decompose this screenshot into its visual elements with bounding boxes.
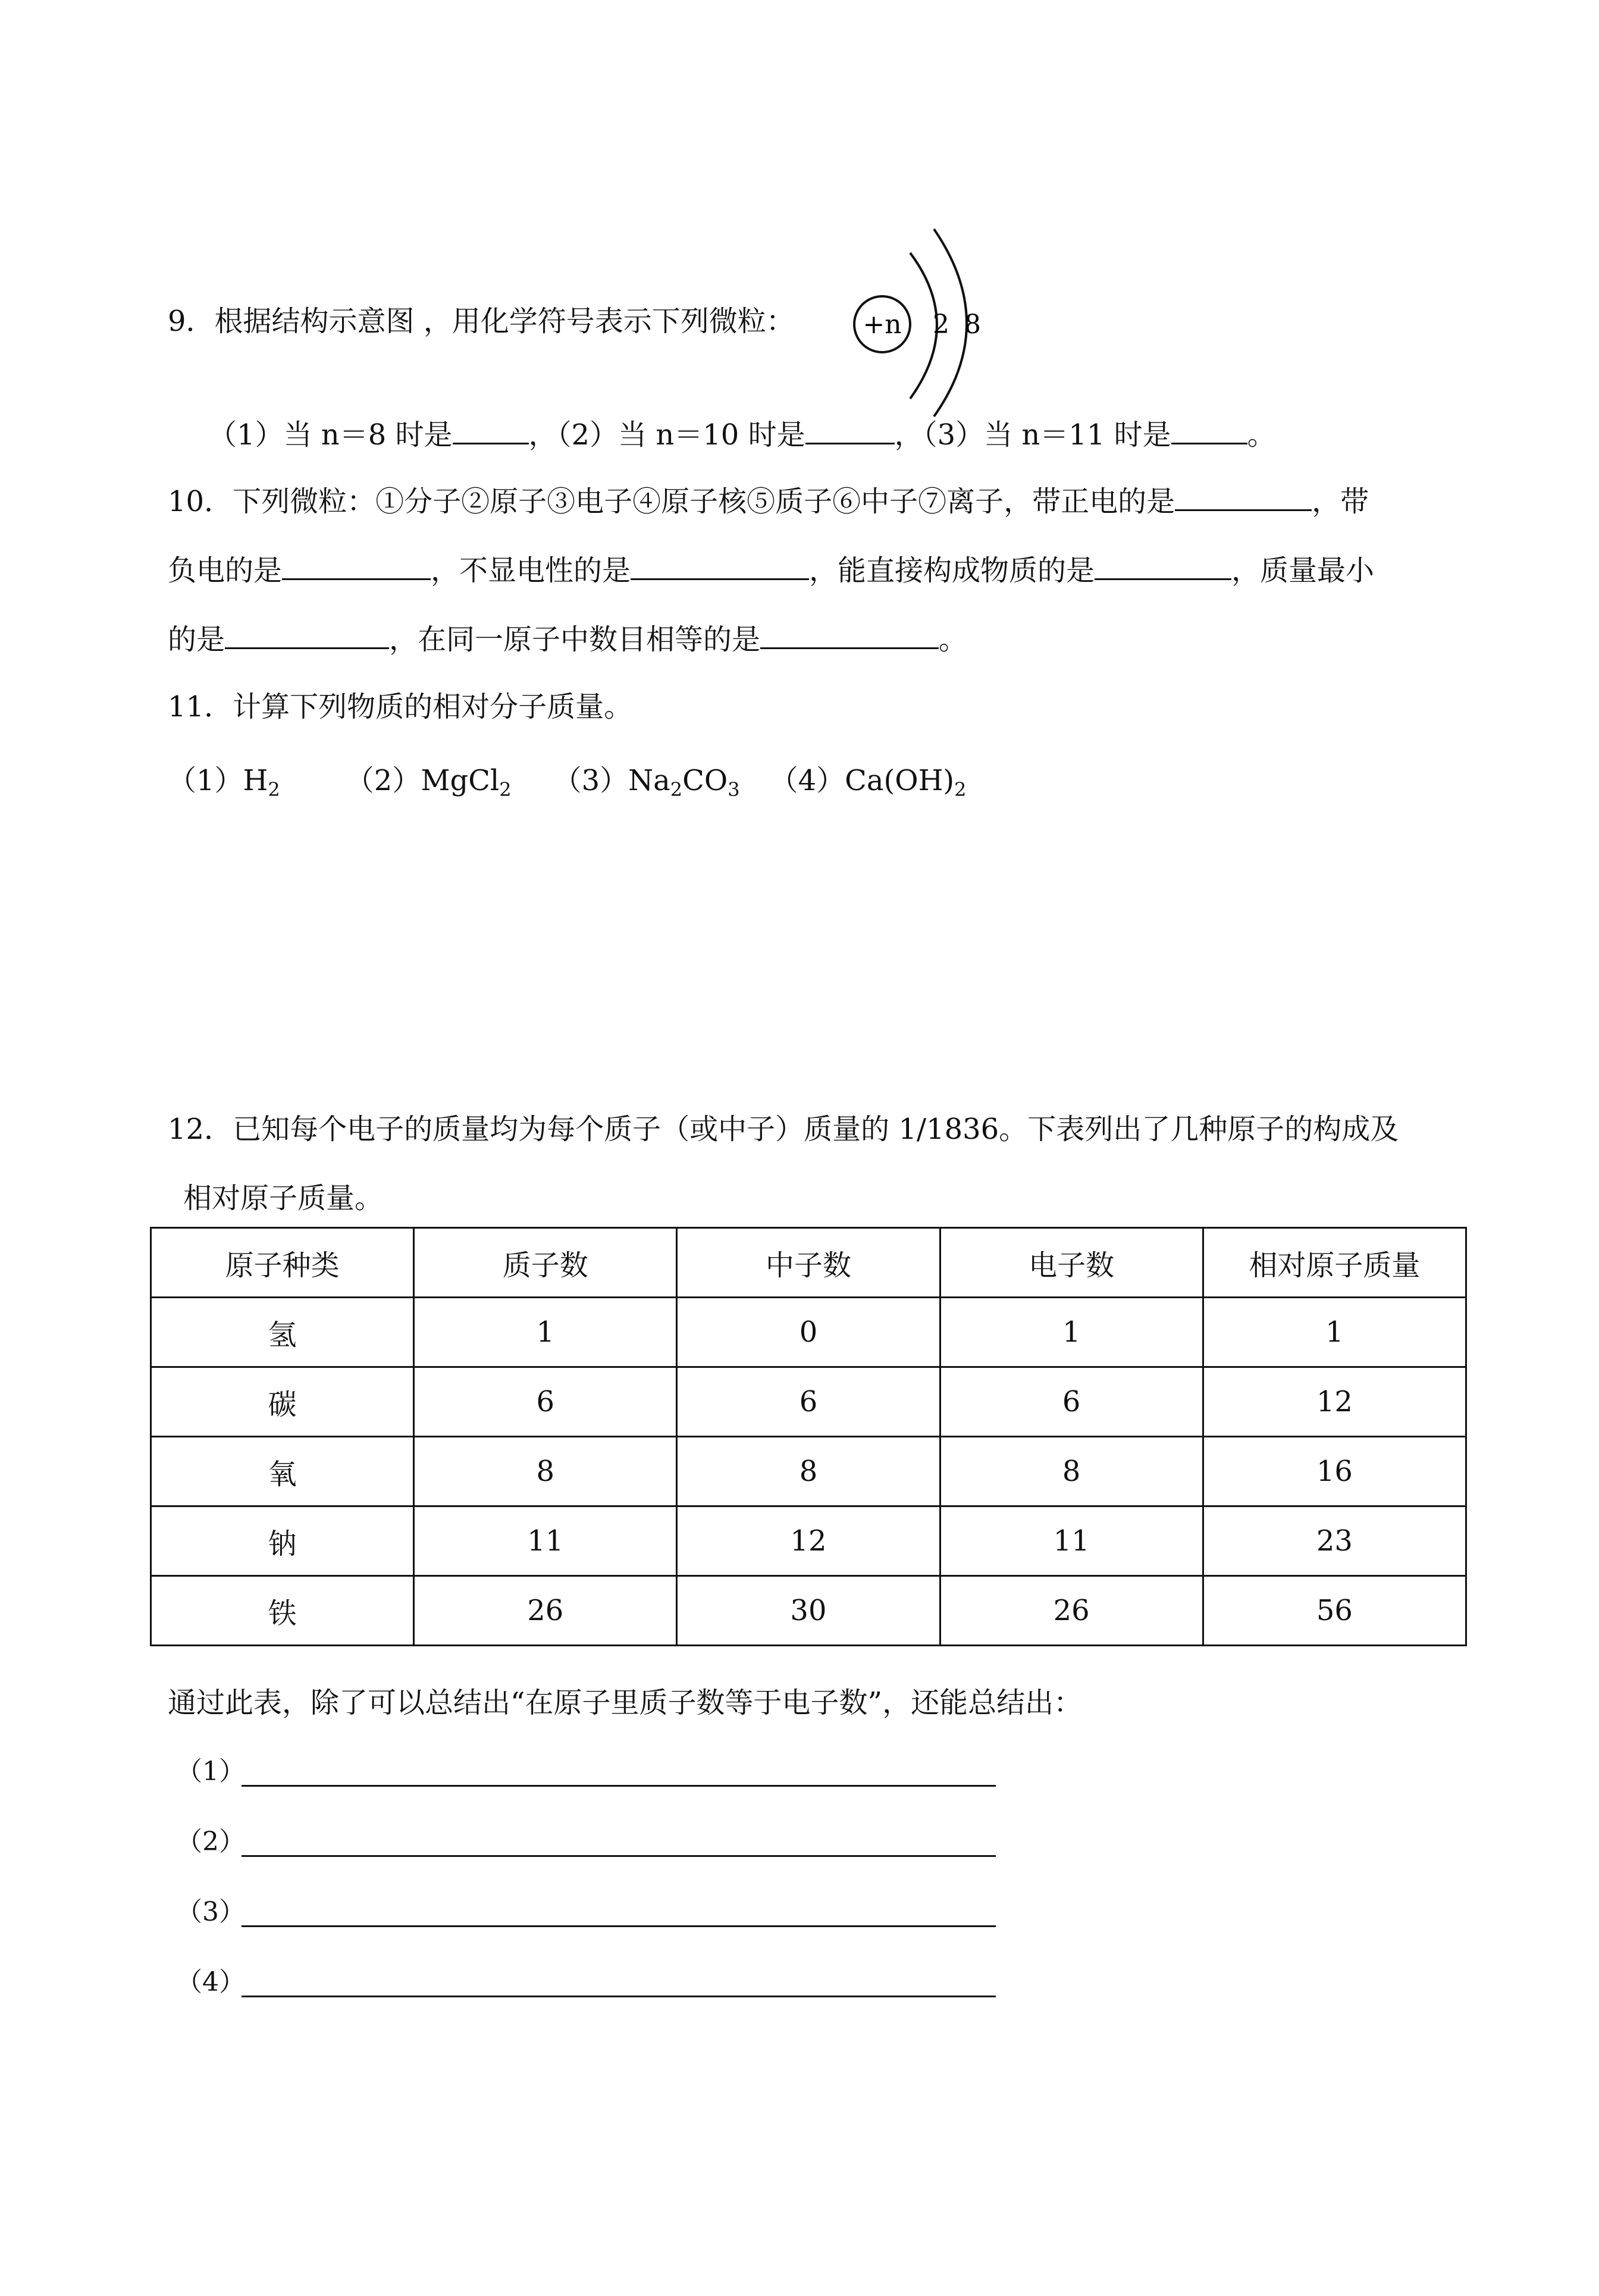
cell-atom: 氢 — [151, 1298, 414, 1367]
cell-protons: 11 — [414, 1506, 677, 1576]
table-row — [151, 1576, 1466, 1646]
cell-atom: 钠 — [151, 1506, 414, 1576]
answer-line-4[interactable] — [242, 1996, 996, 1997]
shell1-electrons: 2 — [933, 309, 949, 340]
q10-line3-end: 。 — [939, 623, 968, 656]
header-relative-mass: 相对原子质量 — [1203, 1228, 1466, 1298]
q12-line2-text: 相对原子质量。 — [183, 1182, 384, 1215]
cell-electrons: 11 — [940, 1506, 1203, 1576]
header-electrons: 电子数 — [940, 1228, 1203, 1298]
cell-electrons: 1 — [940, 1298, 1203, 1367]
cell-mass: 12 — [1203, 1367, 1466, 1437]
cell-neutrons: 8 — [677, 1437, 940, 1506]
table-row — [151, 1437, 1466, 1506]
q9-blank-3[interactable] — [1171, 415, 1247, 444]
table-header-row — [151, 1228, 1466, 1298]
q11-items — [168, 763, 967, 801]
answer-line-2[interactable] — [242, 1855, 996, 1857]
answer-label-1: （1） — [176, 1756, 245, 1787]
answer-label-4: （4） — [176, 1967, 245, 1997]
q9-part2-label: ，（2）当 n＝10 时是 — [528, 418, 805, 452]
q10-line2-c: ，能直接构成物质的是 — [809, 554, 1095, 587]
q11-title — [168, 689, 632, 725]
q10-line3-a: 的是 — [168, 623, 225, 656]
q9-blank-2[interactable] — [805, 415, 895, 444]
cell-neutrons: 30 — [677, 1576, 940, 1646]
cell-electrons: 6 — [940, 1367, 1203, 1437]
q12-summary-text: 通过此表，除了可以总结出“在原子里质子数等于电子数”，还能总结出： — [168, 1686, 1083, 1719]
q12-summary — [168, 1685, 1082, 1721]
table-row — [151, 1367, 1466, 1437]
q10-line1-tail: ，带 — [1312, 485, 1369, 518]
cell-protons: 1 — [414, 1298, 677, 1367]
q9-blank-1[interactable] — [453, 415, 529, 444]
cell-protons: 26 — [414, 1576, 677, 1646]
q10-line3-b: ，在同一原子中数目相等的是 — [389, 623, 761, 656]
cell-mass: 56 — [1203, 1576, 1466, 1646]
answer-line-1[interactable] — [242, 1785, 996, 1787]
cell-mass: 23 — [1203, 1506, 1466, 1576]
q9-prompt — [168, 303, 795, 339]
q11-item-1: $(1)H_2$ — [168, 764, 280, 801]
cell-mass: 1 — [1203, 1298, 1466, 1367]
q9-end: 。 — [1247, 418, 1276, 452]
q10-blank-lightest[interactable] — [225, 620, 389, 649]
q10-line1-text: 10．下列微粒：①分子②原子③电子④原子核⑤质子⑥中子⑦离子，带正电的是 — [168, 485, 1175, 518]
q10-line-3 — [168, 620, 967, 657]
table-row — [151, 1298, 1466, 1367]
q10-blank-constitute[interactable] — [1095, 551, 1231, 580]
q11-title-text: 11．计算下列物质的相对分子质量。 — [168, 690, 633, 723]
cell-atom: 氧 — [151, 1437, 414, 1506]
q9-part3-label: ，（3）当 n＝11 时是 — [894, 418, 1171, 452]
q10-blank-equal[interactable] — [760, 620, 939, 649]
cell-protons: 6 — [414, 1367, 677, 1437]
table-row — [151, 1506, 1466, 1576]
cell-atom: 碳 — [151, 1367, 414, 1437]
q10-line-2 — [168, 551, 1374, 588]
cell-protons: 8 — [414, 1437, 677, 1506]
cell-neutrons: 6 — [677, 1367, 940, 1437]
answer-label-2: （2） — [176, 1827, 245, 1857]
shell2-electrons: 8 — [964, 309, 981, 340]
cell-neutrons: 0 — [677, 1298, 940, 1367]
nucleus-label: +n — [863, 309, 902, 340]
q10-line2-d: ，质量最小 — [1231, 554, 1375, 587]
q9-parts — [208, 415, 1276, 453]
q11-item-4: $(4)Ca(OH)_2$ — [769, 764, 967, 801]
q10-line2-b: ，不显电性的是 — [431, 554, 631, 587]
cell-electrons: 8 — [940, 1437, 1203, 1506]
q11-item-3: $(3)Na_2CO_3$ — [553, 764, 740, 801]
header-protons: 质子数 — [414, 1228, 677, 1298]
q12-line-2 — [183, 1180, 383, 1216]
answer-line-3[interactable] — [242, 1925, 996, 1927]
atomic-structure-diagram — [851, 220, 1005, 416]
cell-neutrons: 12 — [677, 1506, 940, 1576]
q12-line-1 — [168, 1111, 1399, 1147]
atom-composition-table — [150, 1227, 1467, 1646]
cell-mass: 16 — [1203, 1437, 1466, 1506]
header-neutrons: 中子数 — [677, 1228, 940, 1298]
answer-label-3: （3） — [176, 1897, 245, 1927]
q12-line1-text: 12．已知每个电子的质量均为每个质子（或中子）质量的 1/1836。下表列出了几种原子的构成及 — [168, 1113, 1399, 1146]
q9-prefix-text: 9．根据结构示意图 ，用化学符号表示下列微粒： — [168, 305, 795, 338]
q10-line2-a: 负电的是 — [168, 554, 283, 587]
q10-blank-neutral[interactable] — [631, 551, 809, 580]
cell-electrons: 26 — [940, 1576, 1203, 1646]
q11-item-2: （2）MgCl$_2$ — [345, 764, 512, 801]
header-atom-type: 原子种类 — [151, 1228, 414, 1298]
q10-line-1 — [168, 482, 1369, 519]
q10-blank-positive[interactable] — [1175, 482, 1312, 511]
q10-blank-negative[interactable] — [282, 551, 431, 580]
q9-part1-label: （1）当 n＝8 时是 — [208, 418, 453, 452]
cell-atom: 铁 — [151, 1576, 414, 1646]
